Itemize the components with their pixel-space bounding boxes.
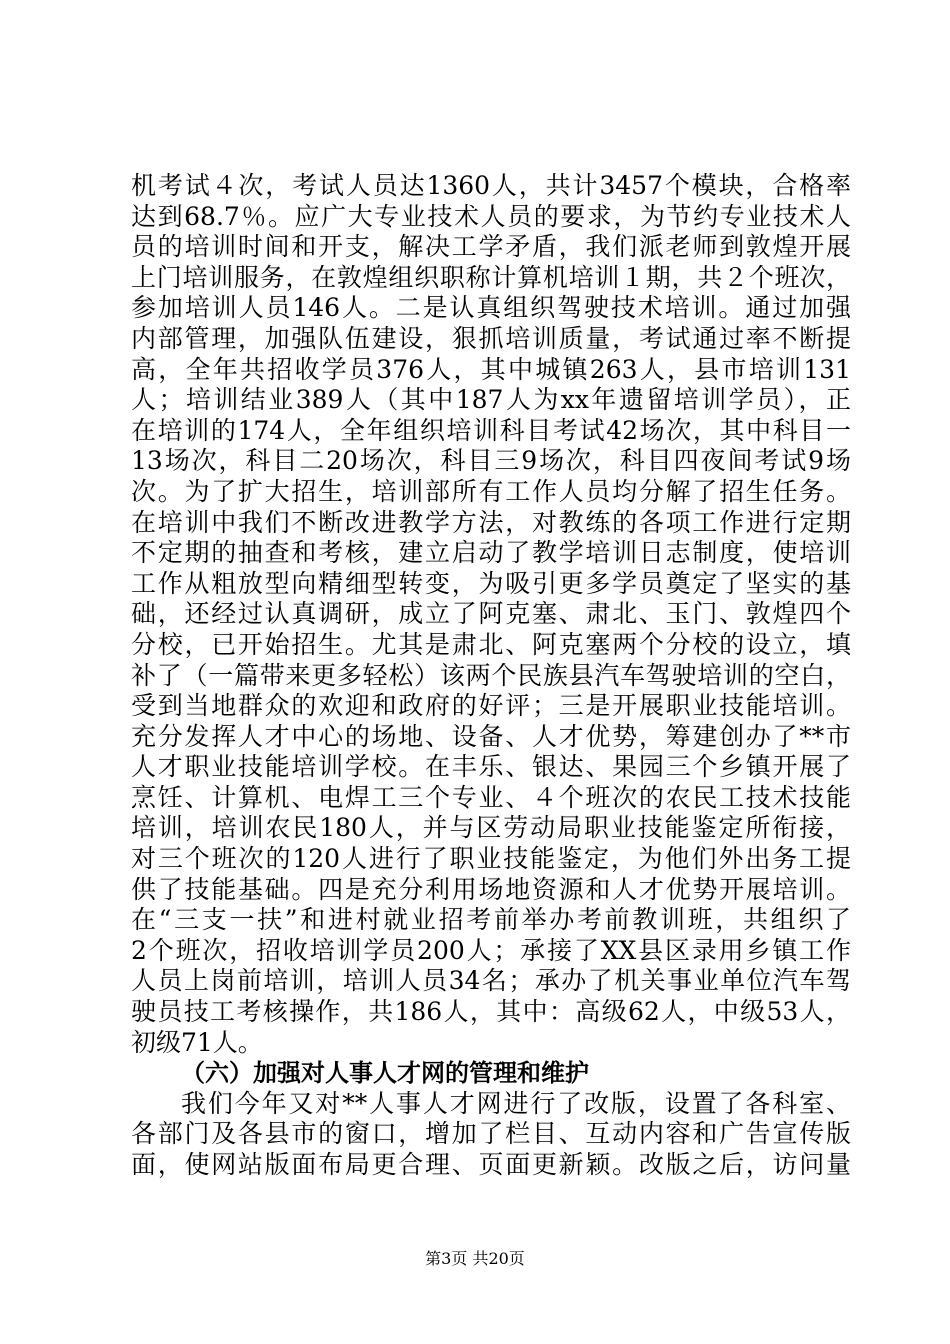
text-line: 上门培训服务，在敦煌组织职称计算机培训１期，共２个班次，: [131, 262, 851, 292]
text-line: 内部管理，加强队伍建设，狠抓培训质量，考试通过率不断提: [131, 323, 851, 353]
text-line: 工作从粗放型向精细型转变，为吸引更多学员奠定了坚实的基: [131, 568, 851, 598]
text-line: 补了（一篇带来更多轻松）该两个民族县汽车驾驶培训的空白，: [131, 660, 851, 690]
text-line: 达到68.7％。应广大专业技术人员的要求，为节约专业技术人: [131, 201, 851, 231]
text-line: 充分发挥人才中心的场地、设备、人才优势，筹建创办了**市: [131, 721, 851, 751]
text-line: 人员上岗前培训，培训人员34名；承办了机关事业单位汽车驾: [131, 966, 851, 996]
page-footer: [0, 1246, 950, 1269]
text-line: 受到当地群众的欢迎和政府的好评；三是开展职业技能培训。: [131, 691, 851, 721]
text-line: 培训，培训农民180人，并与区劳动局职业技能鉴定所衔接，: [131, 813, 851, 843]
text-line: 次。为了扩大招生，培训部所有工作人员均分解了招生任务。: [131, 476, 851, 506]
text-line: 人；培训结业389人（其中187人为xx年遗留培训学员），正: [131, 385, 851, 415]
page-number-label: 第3页 共20页: [425, 1249, 525, 1268]
text-line: 人才职业技能培训学校。在丰乐、银达、果园三个乡镇开展了: [131, 752, 851, 782]
body-text: [131, 171, 851, 1181]
text-line: 参加培训人员146人。二是认真组织驾驶技术培训。通过加强: [131, 293, 851, 323]
text-line: 初级71人。: [131, 1027, 263, 1057]
text-line: 供了技能基础。四是充分利用场地资源和人才优势开展培训。: [131, 874, 851, 904]
text-line: 在培训中我们不断改进教学方法，对教练的各项工作进行定期: [131, 507, 851, 537]
text-line: 员的培训时间和开支，解决工学矛盾，我们派老师到敦煌开展: [131, 232, 851, 262]
text-line: 分校，已开始招生。尤其是肃北、阿克塞两个分校的设立，填: [131, 629, 851, 659]
text-line: 在培训的174人，全年组织培训科目考试42场次，其中科目一: [131, 415, 851, 445]
text-line: 在“三支一扶”和进村就业招考前举办考前教训班，共组织了: [131, 905, 851, 935]
text-line: 面，使网站版面布局更合理、页面更新颖。改版之后，访问量: [131, 1150, 851, 1179]
text-line: 各部门及各县市的窗口，增加了栏目、互动内容和广告宣传版: [131, 1119, 851, 1149]
text-line: 13场次，科目二20场次，科目三9场次，科目四夜间考试9场: [131, 446, 851, 476]
text-line: 2个班次，招收培训学员200人；承接了XX县区录用乡镇工作: [131, 935, 851, 965]
text-line: 高，全年共招收学员376人，其中城镇263人，县市培训131: [131, 354, 851, 384]
text-line: 烹饪、计算机、电焊工三个专业、４个班次的农民工技术技能: [131, 782, 851, 812]
text-line: 机考试４次，考试人员达1360人，共计3457个模块，合格率: [131, 171, 851, 200]
text-line: 础，还经过认真调研，成立了阿克塞、肃北、玉门、敦煌四个: [131, 599, 851, 629]
text-line: 我们今年又对**人事人才网进行了改版，设置了各科室、: [181, 1088, 851, 1118]
text-line: 对三个班次的120人进行了职业技能鉴定，为他们外出务工提: [131, 844, 851, 874]
text-line: 不定期的抽查和考核，建立启动了教学培训日志制度，使培训: [131, 538, 851, 568]
section-heading: （六）加强对人事人才网的管理和维护: [181, 1059, 589, 1088]
text-line: 驶员技工考核操作，共186人，其中：高级62人，中级53人，: [131, 997, 851, 1027]
